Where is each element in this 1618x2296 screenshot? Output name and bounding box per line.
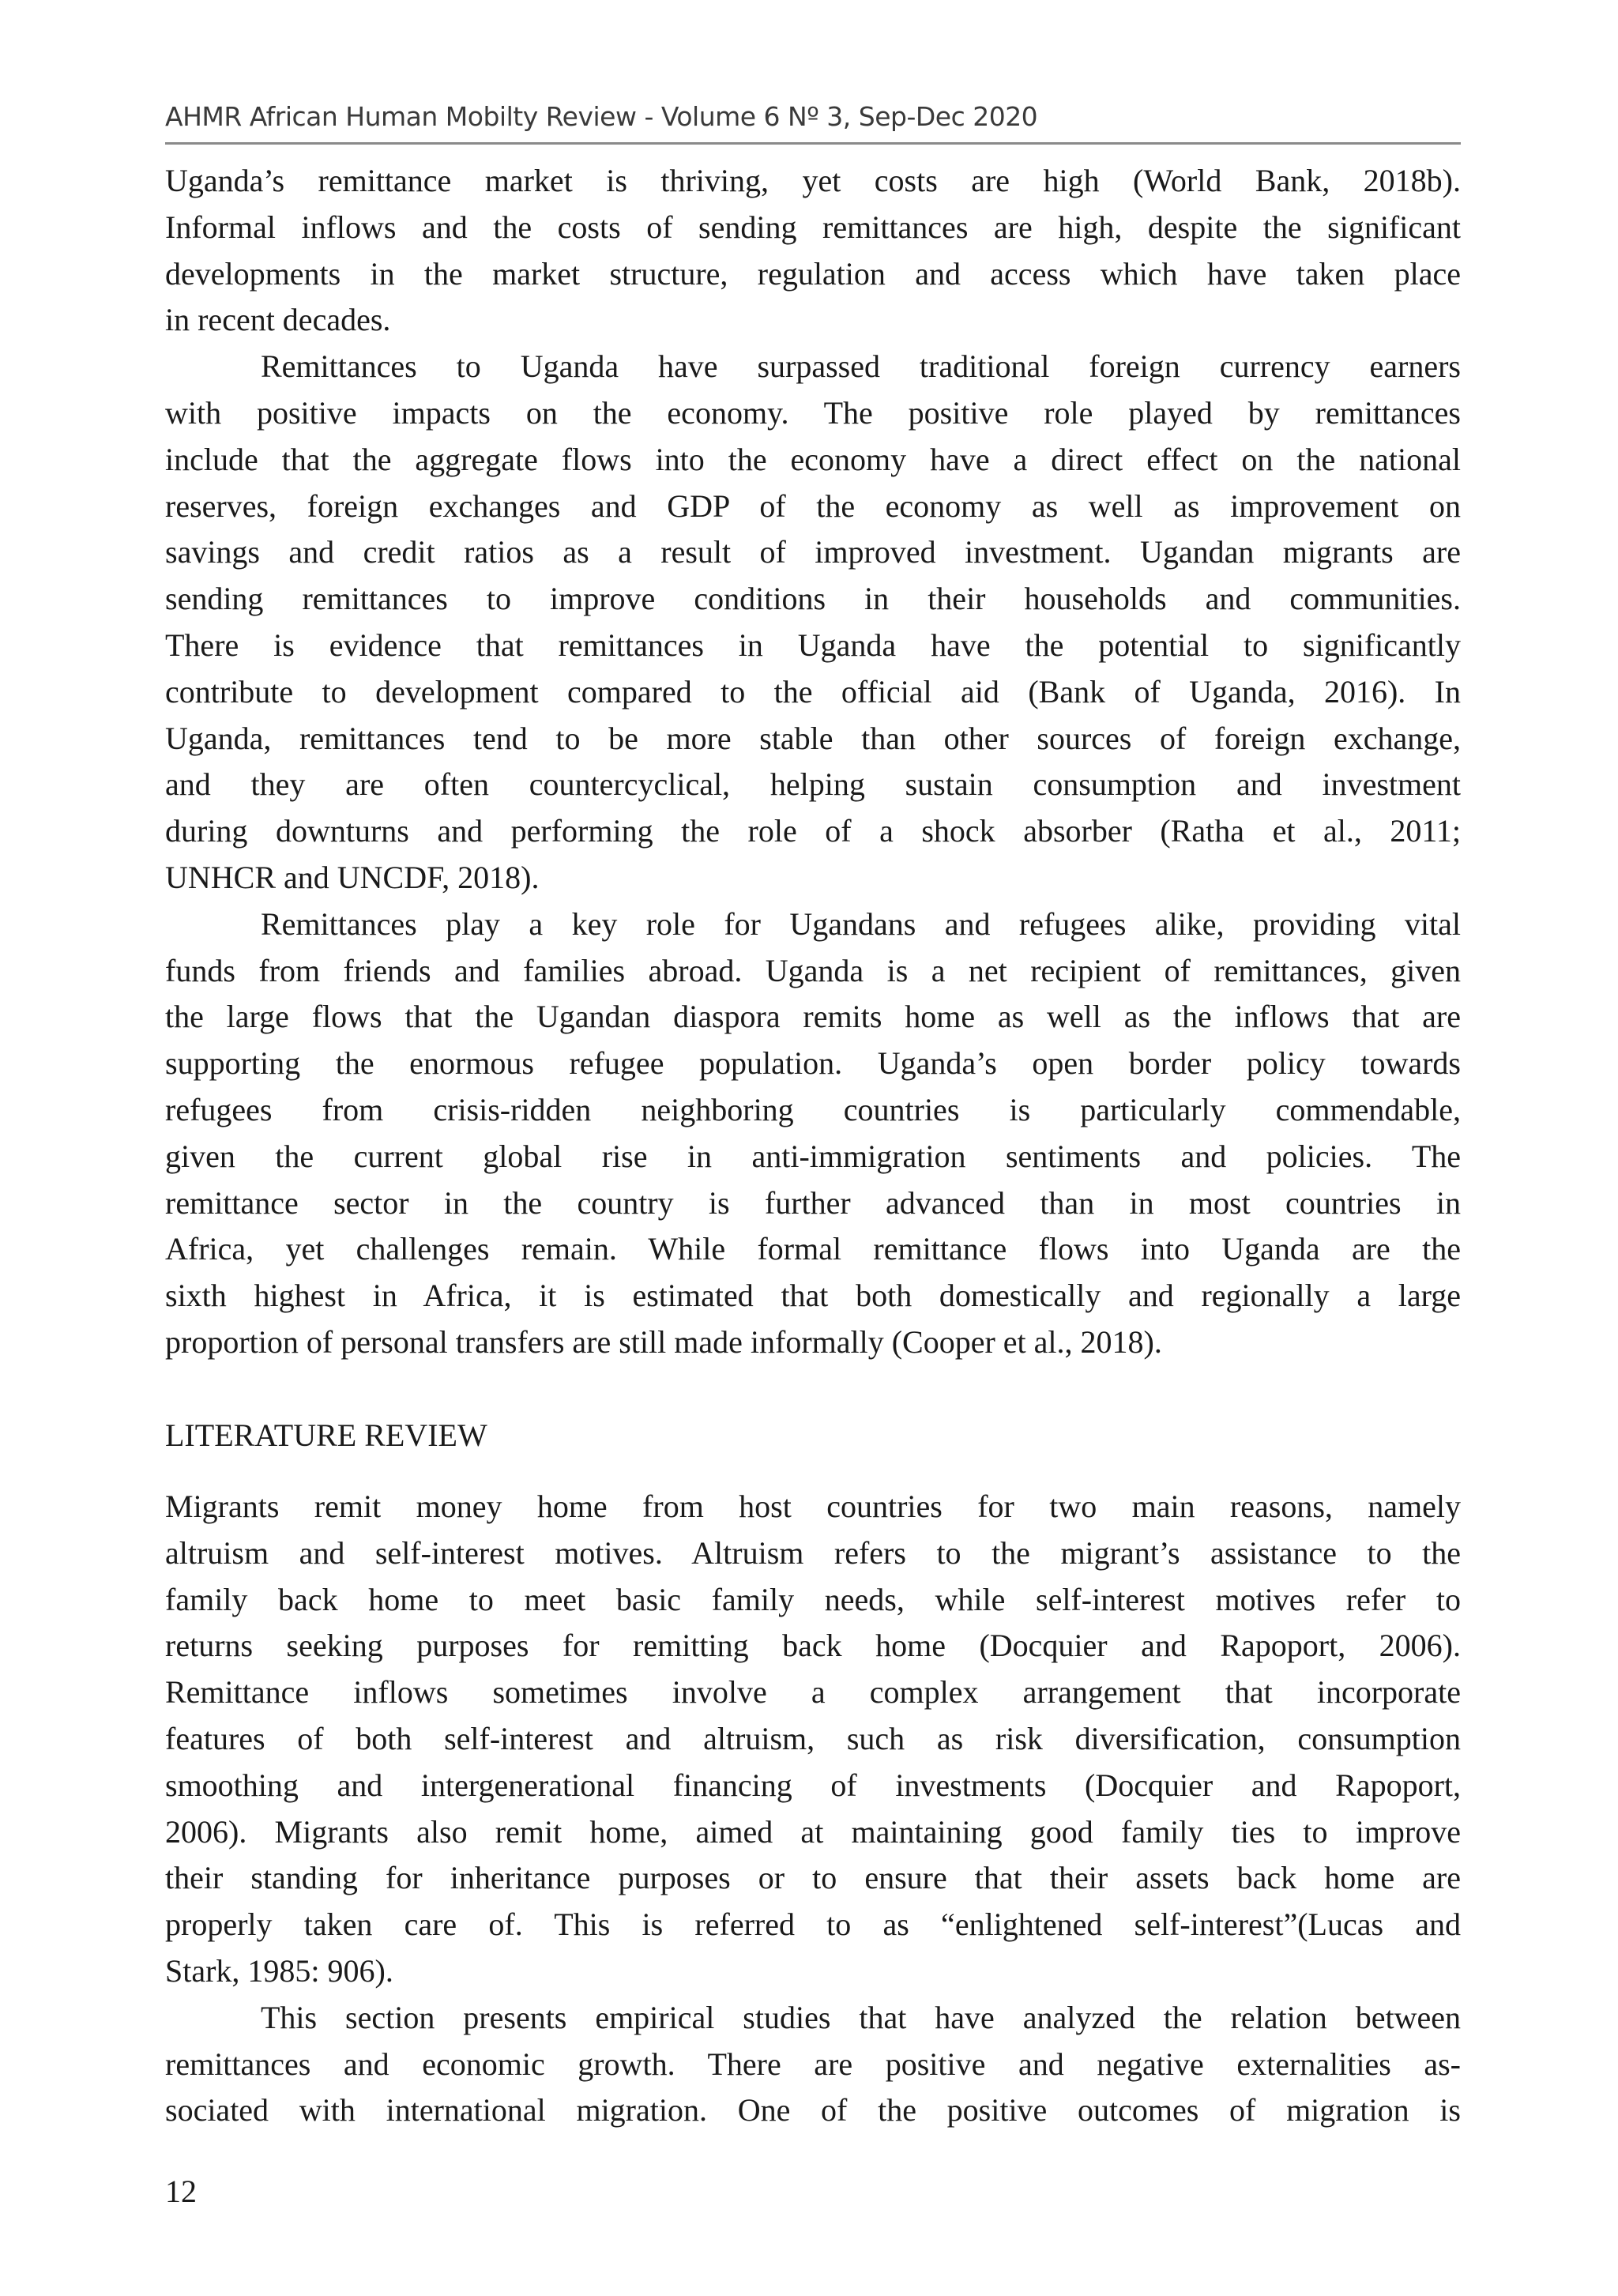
paragraph-line: with positive impacts on the economy. The positive role played by remittances	[165, 394, 1461, 431]
paragraph-line: funds from friends and families abroad. Uganda is a net recipient of remittances, given	[165, 952, 1461, 988]
paragraph-line: sending remittances to improve conditions in their households and communities.	[165, 581, 1461, 617]
paragraph-line: Uganda, remittances tend to be more stable than other sources of foreign exchange,	[165, 720, 1461, 756]
paragraph-line: remittances and economic growth. There are positive and negative externalities as-	[165, 2046, 1461, 2082]
paragraph-line: savings and credit ratios as a result of improved investment. Ugandan migrants are	[165, 534, 1461, 570]
paragraph-line: Uganda’s remittance market is thriving, yet costs are high (World Bank, 2018b).	[165, 163, 1461, 198]
paragraph-line: refugees from crisis-ridden neighboring countries is particularly commendable,	[165, 1091, 1461, 1127]
paragraph-line: 2006). Migrants also remit home, aimed at maintaining good family ties to improve	[165, 1813, 1461, 1850]
paragraph-line: developments in the market structure, regulation and access which have taken place	[165, 255, 1461, 292]
paragraph-line: Informal inflows and the costs of sending remittances are high, despite the significant	[165, 209, 1461, 245]
section-heading: LITERATURE REVIEW	[165, 1417, 487, 1453]
paragraph-line: supporting the enormous refugee population. Uganda’s open border policy towards	[165, 1045, 1461, 1082]
paragraph-line: reserves, foreign exchanges and GDP of the economy as well as improvement on	[165, 487, 1461, 524]
running-header: AHMR African Human Mobilty Review - Volume 6 Nº 3, Sep-Dec 2020	[165, 101, 1038, 132]
paragraph-line: returns seeking purposes for remitting back home (Docquier and Rapoport, 2006).	[165, 1628, 1461, 1664]
paragraph-line: features of both self-interest and altruism, such as risk diversification, consumption	[165, 1720, 1461, 1756]
page-number: 12	[165, 2174, 197, 2209]
paragraph-line: given the current global rise in anti-immigration sentiments and policies. The	[165, 1138, 1461, 1174]
paragraph-line: UNHCR and UNCDF, 2018).	[165, 859, 540, 895]
paragraph-line: remittance sector in the country is further advanced than in most countries in	[165, 1184, 1461, 1221]
paragraph-line: the large flows that the Ugandan diaspora remits home as well as the inflows that are	[165, 999, 1461, 1035]
paragraph-line: altruism and self-interest motives. Altruism refers to the migrant’s assistance to the	[165, 1534, 1461, 1571]
paragraph-line: Migrants remit money home from host countries for two main reasons, namely	[165, 1489, 1461, 1524]
paragraph-line: proportion of personal transfers are still made informally (Cooper et al., 2018).	[165, 1323, 1162, 1360]
paragraph-line: during downturns and performing the role of a shock absorber (Ratha et al., 2011;	[165, 813, 1461, 849]
paragraph-line: smoothing and intergenerational financing of investments (Docquier and Rapoport,	[165, 1767, 1461, 1803]
paragraph-line: This section presents empirical studies that have analyzed the relation between	[261, 1999, 1461, 2035]
paragraph-line: their standing for inheritance purposes or to ensure that their assets back home are	[165, 1860, 1461, 1896]
body-text-bottom	[165, 1484, 1461, 2134]
paragraph-line: Africa, yet challenges remain. While formal remittance flows into Uganda are the	[165, 1231, 1461, 1267]
header-divider	[165, 142, 1461, 145]
paragraph-line: Remittances play a key role for Ugandans and refugees alike, providing vital	[261, 905, 1461, 942]
paragraph-line: properly taken care of. This is referred to as “enlightened self-interest”(Lucas and	[165, 1906, 1461, 1943]
paragraph-line: in recent decades.	[165, 302, 391, 338]
body-text-top	[165, 158, 1461, 1366]
paragraph-line: Remittance inflows sometimes involve a complex arrangement that incorporate	[165, 1674, 1461, 1711]
paragraph-line: contribute to development compared to the official aid (Bank of Uganda, 2016). In	[165, 673, 1461, 710]
paragraph-line: Remittances to Uganda have surpassed traditional foreign currency earners	[261, 348, 1461, 385]
paragraph-line: and they are often countercyclical, helping sustain consumption and investment	[165, 766, 1461, 803]
paragraph-line: sixth highest in Africa, it is estimated that both domestically and regionally a large	[165, 1278, 1461, 1314]
paragraph-line: sociated with international migration. One of the positive outcomes of migration is	[165, 2092, 1461, 2129]
paragraph-line: family back home to meet basic family needs, while self-interest motives refer to	[165, 1581, 1461, 1617]
paragraph-line: There is evidence that remittances in Uganda have the potential to significantly	[165, 627, 1461, 663]
paragraph-line: include that the aggregate flows into the economy have a direct effect on the national	[165, 441, 1461, 477]
paragraph-line: Stark, 1985: 906).	[165, 1952, 393, 1989]
